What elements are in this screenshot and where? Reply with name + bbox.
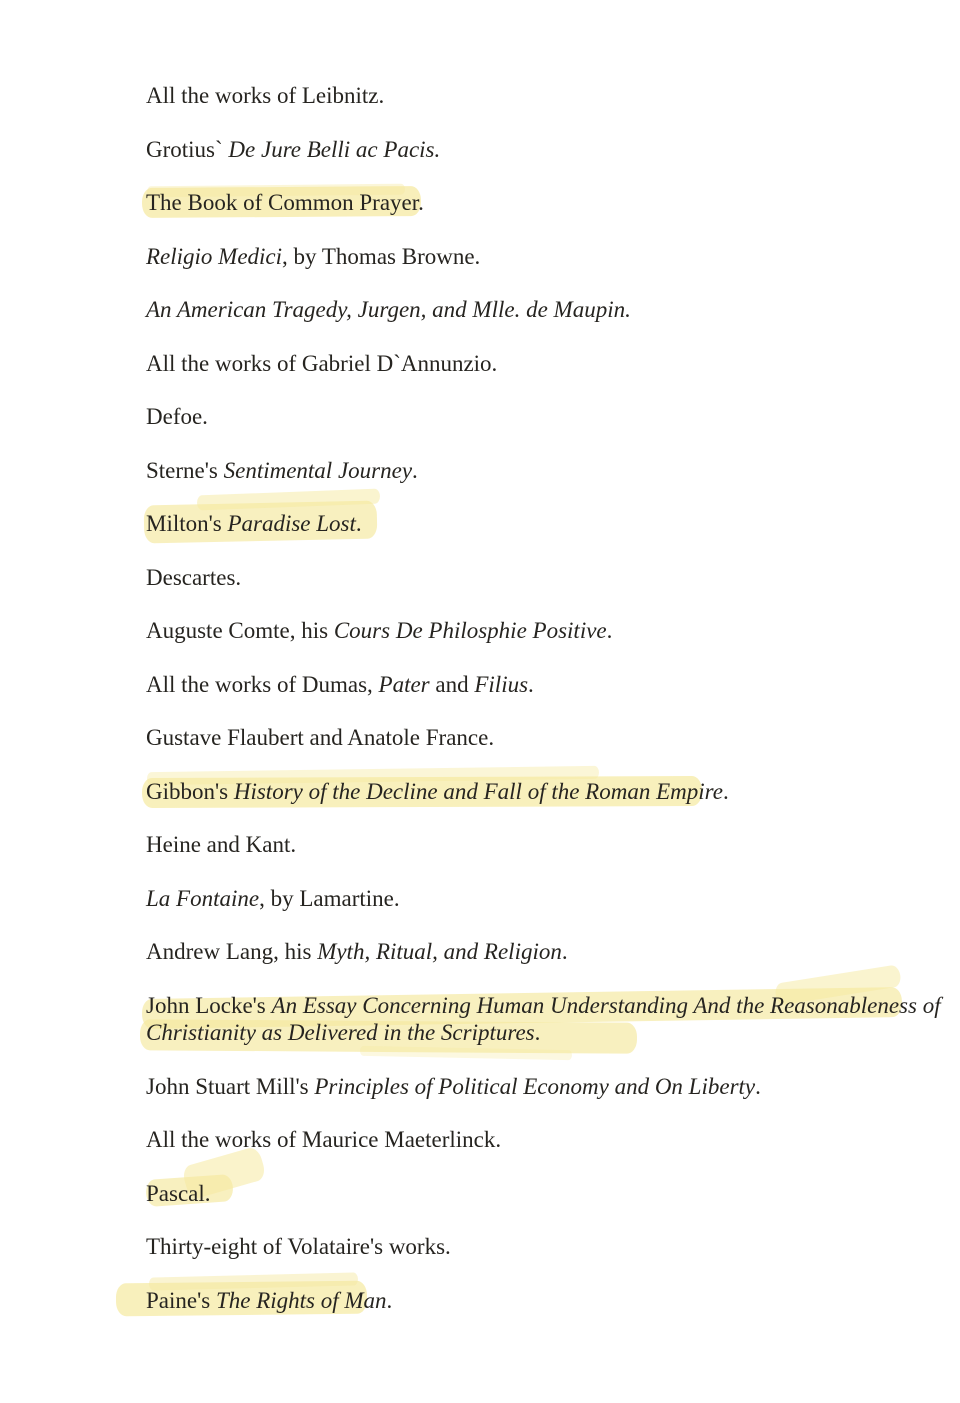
list-item	[146, 884, 400, 914]
text-segment: .	[386, 1288, 393, 1313]
text-segment: Principles of Political Economy and On Liberty	[314, 1074, 756, 1099]
list-item	[146, 670, 534, 700]
list-item	[146, 1072, 761, 1102]
list-item	[146, 777, 729, 807]
text-segment: .	[528, 672, 534, 697]
text-segment: An Essay Concerning Human Understanding And the Reasonableness of	[271, 993, 941, 1018]
text-segment: .	[561, 939, 568, 964]
list-item	[146, 563, 241, 593]
text-segment: .	[755, 1074, 761, 1099]
text-segment: .	[534, 1020, 541, 1045]
text-segment: The Book of Common Prayer.	[146, 190, 424, 215]
list-item	[146, 1179, 211, 1209]
list-item	[146, 937, 568, 967]
text-segment: All the works of Gabriel D`Annunzio.	[146, 351, 498, 376]
list-item	[146, 188, 424, 218]
list-item	[146, 1018, 540, 1048]
text-segment: Filius	[474, 672, 529, 697]
text-segment: The Rights of Man	[215, 1288, 387, 1313]
text-segment: Religio Medici	[146, 244, 283, 269]
text-segment: Gustave Flaubert and Anatole France.	[146, 725, 495, 750]
list-item	[146, 81, 384, 111]
text-segment: Thirty-eight of Volataire's works.	[146, 1234, 451, 1259]
text-segment: Grotius`	[146, 137, 229, 162]
text-segment: John Locke's	[146, 993, 272, 1018]
list-item	[146, 509, 362, 539]
text-segment: Paine's	[146, 1288, 216, 1313]
text-segment: Myth, Ritual, and Religion	[317, 939, 562, 964]
text-segment: All the works of Dumas,	[146, 672, 379, 697]
list-item	[146, 295, 631, 325]
list-item	[146, 1286, 392, 1316]
text-segment: Defoe.	[146, 404, 208, 429]
text-segment: Paradise Lost	[227, 511, 356, 536]
text-segment: Heine and Kant.	[146, 832, 297, 857]
list-item	[146, 402, 208, 432]
text-segment: An American Tragedy, Jurgen, and Mlle. de Maupin.	[146, 297, 631, 322]
text-segment: History of the Decline and Fall of the Roman Empire	[233, 779, 723, 804]
text-segment: Pater	[378, 672, 430, 697]
list-item	[146, 135, 440, 165]
list-item	[146, 616, 612, 646]
text-segment: , by Thomas Browne.	[282, 244, 481, 269]
text-segment: Milton's	[146, 511, 228, 536]
text-segment: La Fontaine	[146, 886, 260, 911]
list-item	[146, 349, 497, 379]
text-segment: Sterne's	[146, 458, 224, 483]
list-item	[146, 456, 418, 486]
text-segment: Pascal.	[146, 1181, 211, 1206]
text-segment: Cours De Philosphie Positive	[333, 618, 607, 643]
text-segment: .	[355, 511, 362, 536]
text-segment: and	[429, 672, 475, 697]
text-segment: Auguste Comte, his	[146, 618, 334, 643]
list-item	[146, 1125, 501, 1155]
text-segment: Gibbon's	[146, 779, 234, 804]
text-segment: Descartes.	[146, 565, 242, 590]
text-segment: De Jure Belli ac Pacis.	[228, 137, 441, 162]
list-item	[146, 830, 296, 860]
text-segment: .	[722, 779, 729, 804]
list-item	[146, 242, 480, 272]
text-segment: , by Lamartine.	[259, 886, 400, 911]
text-segment: John Stuart Mill's	[146, 1074, 315, 1099]
text-segment: Sentimental Journey	[223, 458, 413, 483]
list-item	[146, 991, 941, 1021]
text-segment: All the works of Maurice Maeterlinck.	[146, 1127, 502, 1152]
text-segment: Andrew Lang, his	[146, 939, 318, 964]
list-item	[146, 723, 494, 753]
text-segment: Christianity as Delivered in the Scriptures	[146, 1020, 535, 1045]
text-segment: .	[606, 618, 613, 643]
text-segment: All the works of Leibnitz.	[146, 83, 385, 108]
text-segment: .	[412, 458, 418, 483]
list-item	[146, 1232, 451, 1262]
